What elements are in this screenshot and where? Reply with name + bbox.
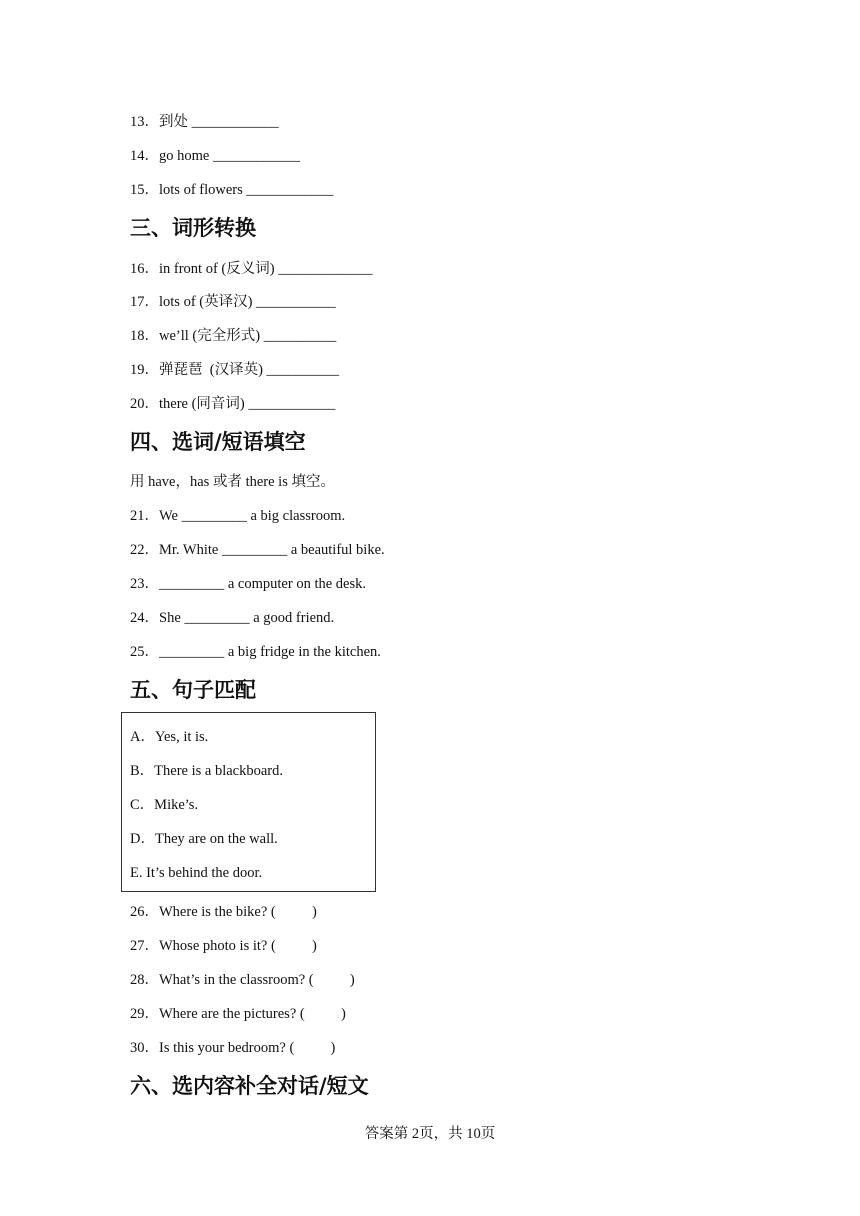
section-3-heading: 三、词形转换 [130,216,256,240]
question-21: 21．We _________ a big classroom. [130,508,346,524]
question-29: 29．Where are the pictures? ( ) [130,1006,346,1022]
question-28: 28．What’s in the classroom? ( ) [130,972,355,988]
question-14: 14．go home ____________ [130,148,300,164]
option-b: B．There is a blackboard. [130,763,284,779]
question-15: 15．lots of flowers ____________ [130,182,334,198]
question-27: 27．Whose photo is it? ( ) [130,938,317,954]
option-d: D．They are on the wall. [130,831,278,847]
section-6-heading: 六、选内容补全对话/短文 [130,1074,369,1098]
section-4-heading: 四、选词/短语填空 [130,430,306,454]
option-a: A．Yes, it is. [130,729,209,745]
question-13: 13．到处 ____________ [130,114,279,130]
option-e: E. It’s behind the door. [130,865,263,881]
question-16: 16．in front of (反义词) _____________ [130,261,373,277]
section-4-instruction: 用 have，has 或者 there is 填空。 [130,474,335,490]
question-22: 22．Mr. White _________ a beautiful bike. [130,542,385,558]
question-30: 30．Is this your bedroom? ( ) [130,1040,336,1056]
question-25: 25．_________ a big fridge in the kitchen. [130,644,381,660]
question-26: 26．Where is the bike? ( ) [130,904,317,920]
question-24: 24．She _________ a good friend. [130,610,335,626]
question-20: 20．there (同音词) ____________ [130,396,336,412]
question-17: 17．lots of (英译汉) ___________ [130,294,336,310]
question-23: 23．_________ a computer on the desk. [130,576,366,592]
page-footer: 答案第 2页，共 10页 [364,1126,496,1142]
answer-options-box [121,712,376,892]
question-18: 18．we’ll (完全形式) __________ [130,328,337,344]
section-5-heading: 五、句子匹配 [130,678,256,702]
question-19: 19．弹琵琶 (汉译英) __________ [130,362,340,378]
option-c: C．Mike’s. [130,797,199,813]
